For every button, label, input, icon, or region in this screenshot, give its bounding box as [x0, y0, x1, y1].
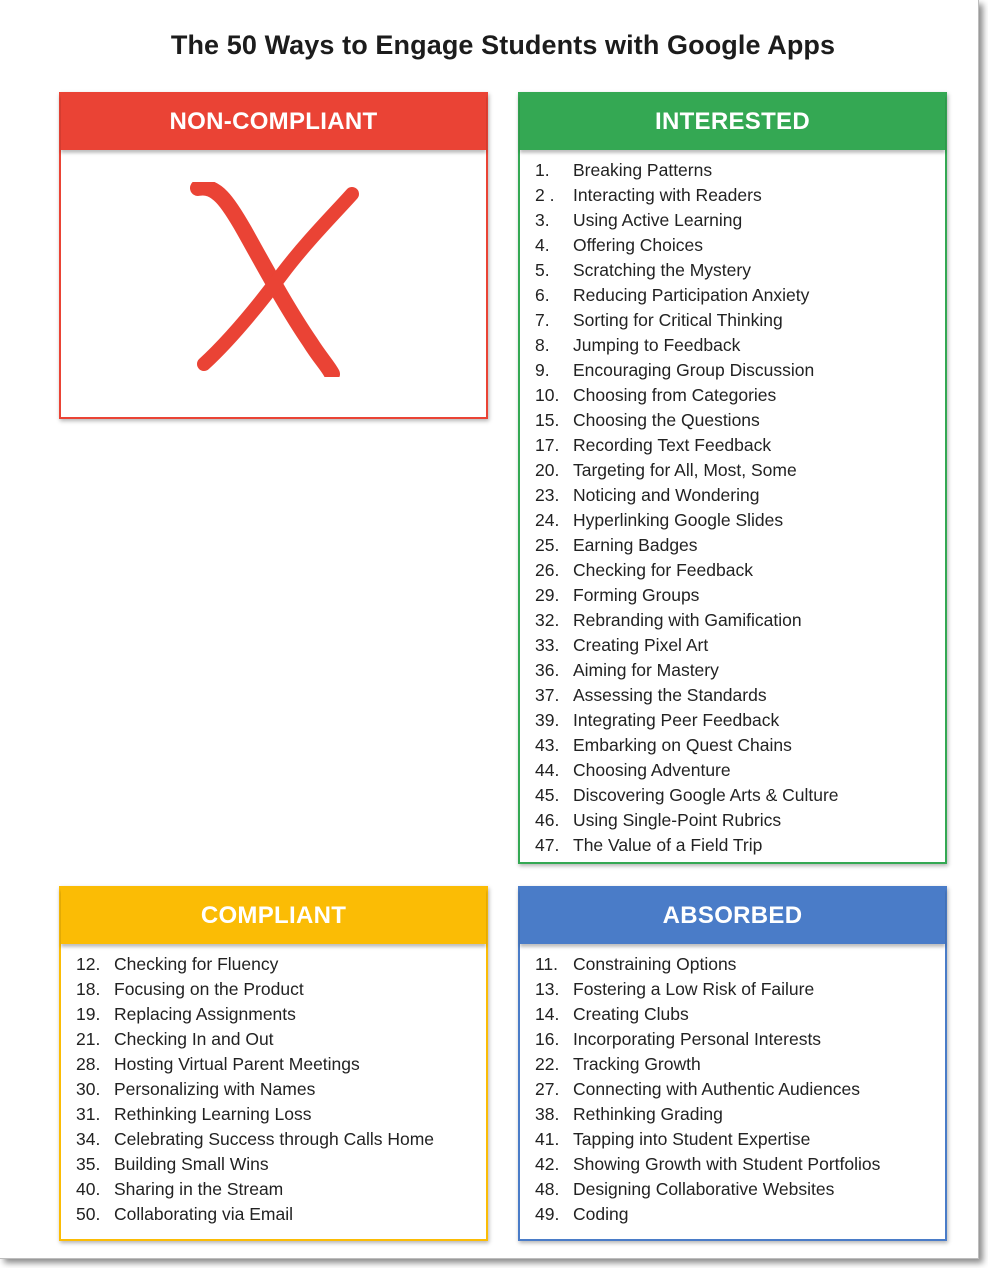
- item-number: 32.: [535, 610, 560, 630]
- list-item: [520, 608, 945, 633]
- page-title: The 50 Ways to Engage Students with Google Apps: [170, 30, 836, 60]
- item-number: 50.: [76, 1204, 101, 1224]
- item-text: Integrating Peer Feedback: [573, 710, 780, 730]
- list-item: [520, 333, 945, 358]
- list-item: [520, 558, 945, 583]
- item-number: 10.: [535, 385, 560, 405]
- list-item: [520, 1177, 945, 1202]
- list-item: [61, 1127, 486, 1152]
- item-number: 7.: [535, 310, 550, 330]
- item-text: Building Small Wins: [114, 1154, 269, 1174]
- item-text: Hosting Virtual Parent Meetings: [114, 1054, 360, 1074]
- list-item: [520, 508, 945, 533]
- item-text: Tracking Growth: [573, 1054, 701, 1074]
- item-text: Rethinking Grading: [573, 1104, 723, 1124]
- item-text: Checking for Feedback: [573, 560, 753, 580]
- item-text: Celebrating Success through Calls Home: [114, 1129, 435, 1149]
- item-text: Using Active Learning: [573, 210, 743, 230]
- list-item: [520, 258, 945, 283]
- item-number: 4.: [535, 235, 550, 255]
- item-number: 42.: [535, 1154, 560, 1174]
- list-item: [520, 952, 945, 977]
- item-text: Focusing on the Product: [114, 979, 304, 999]
- item-text: Incorporating Personal Interests: [573, 1029, 822, 1049]
- item-text: Interacting with Readers: [573, 185, 762, 205]
- list-item: [61, 1002, 486, 1027]
- list-item: [520, 158, 945, 183]
- item-number: 20.: [535, 460, 560, 480]
- list-item: [520, 808, 945, 833]
- list-item: [520, 483, 945, 508]
- list-item: [61, 1052, 486, 1077]
- item-text: Earning Badges: [573, 535, 698, 555]
- list-item: [61, 1077, 486, 1102]
- list-item: [61, 1177, 486, 1202]
- item-number: 28.: [76, 1054, 101, 1074]
- item-text: Choosing the Questions: [573, 410, 760, 430]
- item-number: 1.: [535, 160, 550, 180]
- list-item: [520, 977, 945, 1002]
- list-item: [520, 533, 945, 558]
- item-text: Sharing in the Stream: [114, 1179, 284, 1199]
- item-number: 13.: [535, 979, 560, 999]
- list-item: [520, 683, 945, 708]
- item-number: 46.: [535, 810, 560, 830]
- item-number: 2 .: [535, 185, 555, 205]
- item-text: Constraining Options: [573, 954, 737, 974]
- item-number: 36.: [535, 660, 560, 680]
- list-item: [520, 833, 945, 858]
- item-text: Forming Groups: [573, 585, 700, 605]
- list-item: [520, 783, 945, 808]
- list-item: [520, 758, 945, 783]
- item-text: Connecting with Authentic Audiences: [573, 1079, 860, 1099]
- absorbed-panel: [518, 886, 947, 1241]
- item-number: 26.: [535, 560, 560, 580]
- list-item: [520, 1102, 945, 1127]
- interested-header: INTERESTED: [520, 94, 945, 150]
- interested-list: [520, 150, 945, 858]
- item-text: Choosing from Categories: [573, 385, 777, 405]
- list-item: [520, 583, 945, 608]
- item-number: 15.: [535, 410, 560, 430]
- item-text: Encouraging Group Discussion: [573, 360, 815, 380]
- list-item: [520, 408, 945, 433]
- item-text: Checking for Fluency: [114, 954, 279, 974]
- item-number: 41.: [535, 1129, 560, 1149]
- item-text: The Value of a Field Trip: [573, 835, 763, 855]
- item-number: 16.: [535, 1029, 560, 1049]
- item-number: 37.: [535, 685, 560, 705]
- list-item: [520, 1127, 945, 1152]
- item-number: 17.: [535, 435, 560, 455]
- item-text: Rethinking Learning Loss: [114, 1104, 312, 1124]
- compliant-header: COMPLIANT: [61, 888, 486, 944]
- list-item: [520, 658, 945, 683]
- item-text: Fostering a Low Risk of Failure: [573, 979, 815, 999]
- item-text: Using Single-Point Rubrics: [573, 810, 782, 830]
- item-text: Embarking on Quest Chains: [573, 735, 792, 755]
- item-number: 44.: [535, 760, 560, 780]
- item-number: 38.: [535, 1104, 560, 1124]
- item-number: 49.: [535, 1204, 560, 1224]
- list-item: [520, 1052, 945, 1077]
- list-item: [61, 977, 486, 1002]
- item-text: Discovering Google Arts & Culture: [573, 785, 839, 805]
- item-text: Scratching the Mystery: [573, 260, 751, 280]
- list-item: [520, 208, 945, 233]
- item-text: Designing Collaborative Websites: [573, 1179, 835, 1199]
- item-number: 29.: [535, 585, 560, 605]
- item-number: 47.: [535, 835, 560, 855]
- item-number: 18.: [76, 979, 101, 999]
- item-text: Creating Clubs: [573, 1004, 689, 1024]
- list-item: [520, 633, 945, 658]
- item-text: Targeting for All, Most, Some: [573, 460, 797, 480]
- item-number: 40.: [76, 1179, 101, 1199]
- compliant-panel: [59, 886, 488, 1241]
- interested-panel: [518, 92, 947, 864]
- item-text: Hyperlinking Google Slides: [573, 510, 784, 530]
- list-item: [520, 1002, 945, 1027]
- item-number: 8.: [535, 335, 550, 355]
- item-text: Noticing and Wondering: [573, 485, 760, 505]
- list-item: [520, 233, 945, 258]
- item-number: 22.: [535, 1054, 560, 1074]
- item-text: Recording Text Feedback: [573, 435, 772, 455]
- item-number: 45.: [535, 785, 560, 805]
- list-item: [520, 458, 945, 483]
- list-item: [520, 358, 945, 383]
- non-compliant-header: NON-COMPLIANT: [61, 94, 486, 150]
- item-number: 11.: [535, 954, 559, 974]
- item-number: 39.: [535, 710, 560, 730]
- item-text: Personalizing with Names: [114, 1079, 316, 1099]
- item-number: 48.: [535, 1179, 560, 1199]
- list-item: [61, 1027, 486, 1052]
- item-number: 21.: [76, 1029, 101, 1049]
- item-text: Tapping into Student Expertise: [573, 1129, 811, 1149]
- item-number: 43.: [535, 735, 560, 755]
- item-number: 24.: [535, 510, 560, 530]
- non-compliant-panel: [59, 92, 488, 419]
- item-text: Aiming for Mastery: [573, 660, 719, 680]
- item-number: 23.: [535, 485, 560, 505]
- item-text: Breaking Patterns: [573, 160, 713, 180]
- item-number: 6.: [535, 285, 550, 305]
- item-text: Jumping to Feedback: [573, 335, 741, 355]
- item-number: 9.: [535, 360, 550, 380]
- item-text: Collaborating via Email: [114, 1204, 293, 1224]
- list-item: [61, 952, 486, 977]
- item-number: 12.: [76, 954, 101, 974]
- item-text: Sorting for Critical Thinking: [573, 310, 783, 330]
- item-number: 30.: [76, 1079, 101, 1099]
- item-text: Creating Pixel Art: [573, 635, 709, 655]
- item-text: Coding: [573, 1204, 629, 1224]
- item-text: Rebranding with Gamification: [573, 610, 802, 630]
- absorbed-list: [520, 944, 945, 1227]
- list-item: [61, 1102, 486, 1127]
- item-number: 14.: [535, 1004, 560, 1024]
- list-item: [520, 1152, 945, 1177]
- item-text: Reducing Participation Anxiety: [573, 285, 810, 305]
- item-number: 33.: [535, 635, 560, 655]
- list-item: [61, 1202, 486, 1227]
- list-item: [520, 733, 945, 758]
- item-number: 25.: [535, 535, 560, 555]
- list-item: [520, 1077, 945, 1102]
- list-item: [61, 1152, 486, 1177]
- red-x-icon: [186, 182, 366, 377]
- list-item: [520, 433, 945, 458]
- list-item: [520, 1202, 945, 1227]
- list-item: [520, 283, 945, 308]
- item-number: 27.: [535, 1079, 560, 1099]
- item-text: Offering Choices: [573, 235, 704, 255]
- list-item: [520, 708, 945, 733]
- list-item: [520, 1027, 945, 1052]
- absorbed-header: ABSORBED: [520, 888, 945, 944]
- item-number: 34.: [76, 1129, 101, 1149]
- list-item: [520, 308, 945, 333]
- compliant-list: [61, 944, 486, 1227]
- item-text: Checking In and Out: [114, 1029, 274, 1049]
- item-number: 3.: [535, 210, 550, 230]
- item-text: Replacing Assignments: [114, 1004, 296, 1024]
- list-item: [520, 183, 945, 208]
- list-item: [520, 383, 945, 408]
- item-text: Choosing Adventure: [573, 760, 731, 780]
- item-text: Assessing the Standards: [573, 685, 767, 705]
- item-text: Showing Growth with Student Portfolios: [573, 1154, 881, 1174]
- item-number: 5.: [535, 260, 550, 280]
- item-number: 31.: [76, 1104, 101, 1124]
- item-number: 35.: [76, 1154, 101, 1174]
- item-number: 19.: [76, 1004, 101, 1024]
